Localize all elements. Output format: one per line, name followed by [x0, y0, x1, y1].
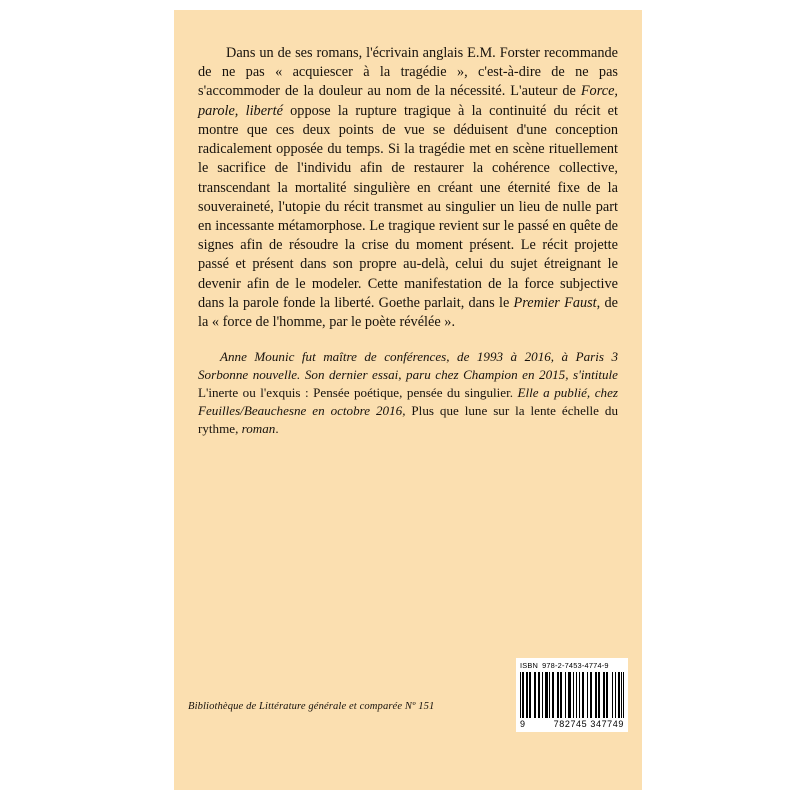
barcode-digits-right: 782745 347749 — [553, 719, 624, 729]
blurb-title-faust: Premier Faust — [513, 294, 597, 311]
author-bio — [198, 348, 618, 438]
barcode-digit-left: 9 — [520, 719, 526, 729]
barcode-block — [516, 658, 628, 732]
barcode-bars — [520, 672, 624, 718]
isbn-row — [519, 660, 625, 672]
bio-italic-3: roman — [241, 420, 276, 436]
author-bio-paragraph: Anne Mounic fut maître de conférences, de 1993 à 2016, à Paris 3 Sorbonne nouvelle. Son dernier essai, paru chez Champion en 2015, s'intitule L'inerte ou l'exquis : Pensée poétique, pensée du singulier. Elle a publié, chez Feuilles/Beauchesne en octobre 2016, Plus que lune sur la lente échelle du rythme, roman. — [198, 349, 618, 436]
back-cover-page — [174, 10, 642, 790]
isbn-number: 978-2-7453-4774-9 — [542, 661, 609, 670]
page-content — [174, 10, 642, 790]
blurb-text — [198, 44, 618, 332]
barcode-digits — [519, 718, 625, 730]
bio-italic-2: Elle a publié, chez Feuilles/Beauchesne en octobre 2016, — [198, 384, 618, 418]
blurb-title-force: Force, parole, liberté — [198, 83, 618, 119]
blurb-paragraph: Dans un de ses romans, l'écrivain anglais E.M. Forster recommande de ne pas « acquiescer à la tragédie », c'est-à-dire de ne pas s'accommoder de la douleur au nom de la nécessité. L'auteur de Force, parole, liberté oppose la rupture tragique à la continuité du récit et montre que ces deux points de vue se déduisent d'une conception radicalement opposée du temps. Si la tragédie met en scène rituellement le sacrifice de l'individu afin de restaurer la cohérence collective, transcendant la mortalité singulière en créant une éternité fixe de la souveraineté, l'utopie du récit transmet au singulier un lieu de nulle part en incessante métamorphose. Le tragique revient sur le passé en quête de signes afin de résoudre la crise du moment présent. Le récit projette passé et présent dans son propre au-delà, celui du sujet étreignant le devenir afin de le modeler. Cette manifestation de la force subjective dans la parole fonde la liberté. Goethe parlait, dans le Premier Faust, de la « force de l'homme, par le poète révélée ». — [198, 45, 618, 331]
series-line: Bibliothèque de Littérature générale et comparée Nº 151 — [188, 701, 435, 712]
isbn-label: ISBN — [520, 661, 539, 670]
bio-italic-1: Anne Mounic fut maître de conférences, de 1993 à 2016, à Paris 3 Sorbonne nouvelle. Son dernier essai, paru chez Champion en 2015, s'intitule — [198, 349, 618, 382]
